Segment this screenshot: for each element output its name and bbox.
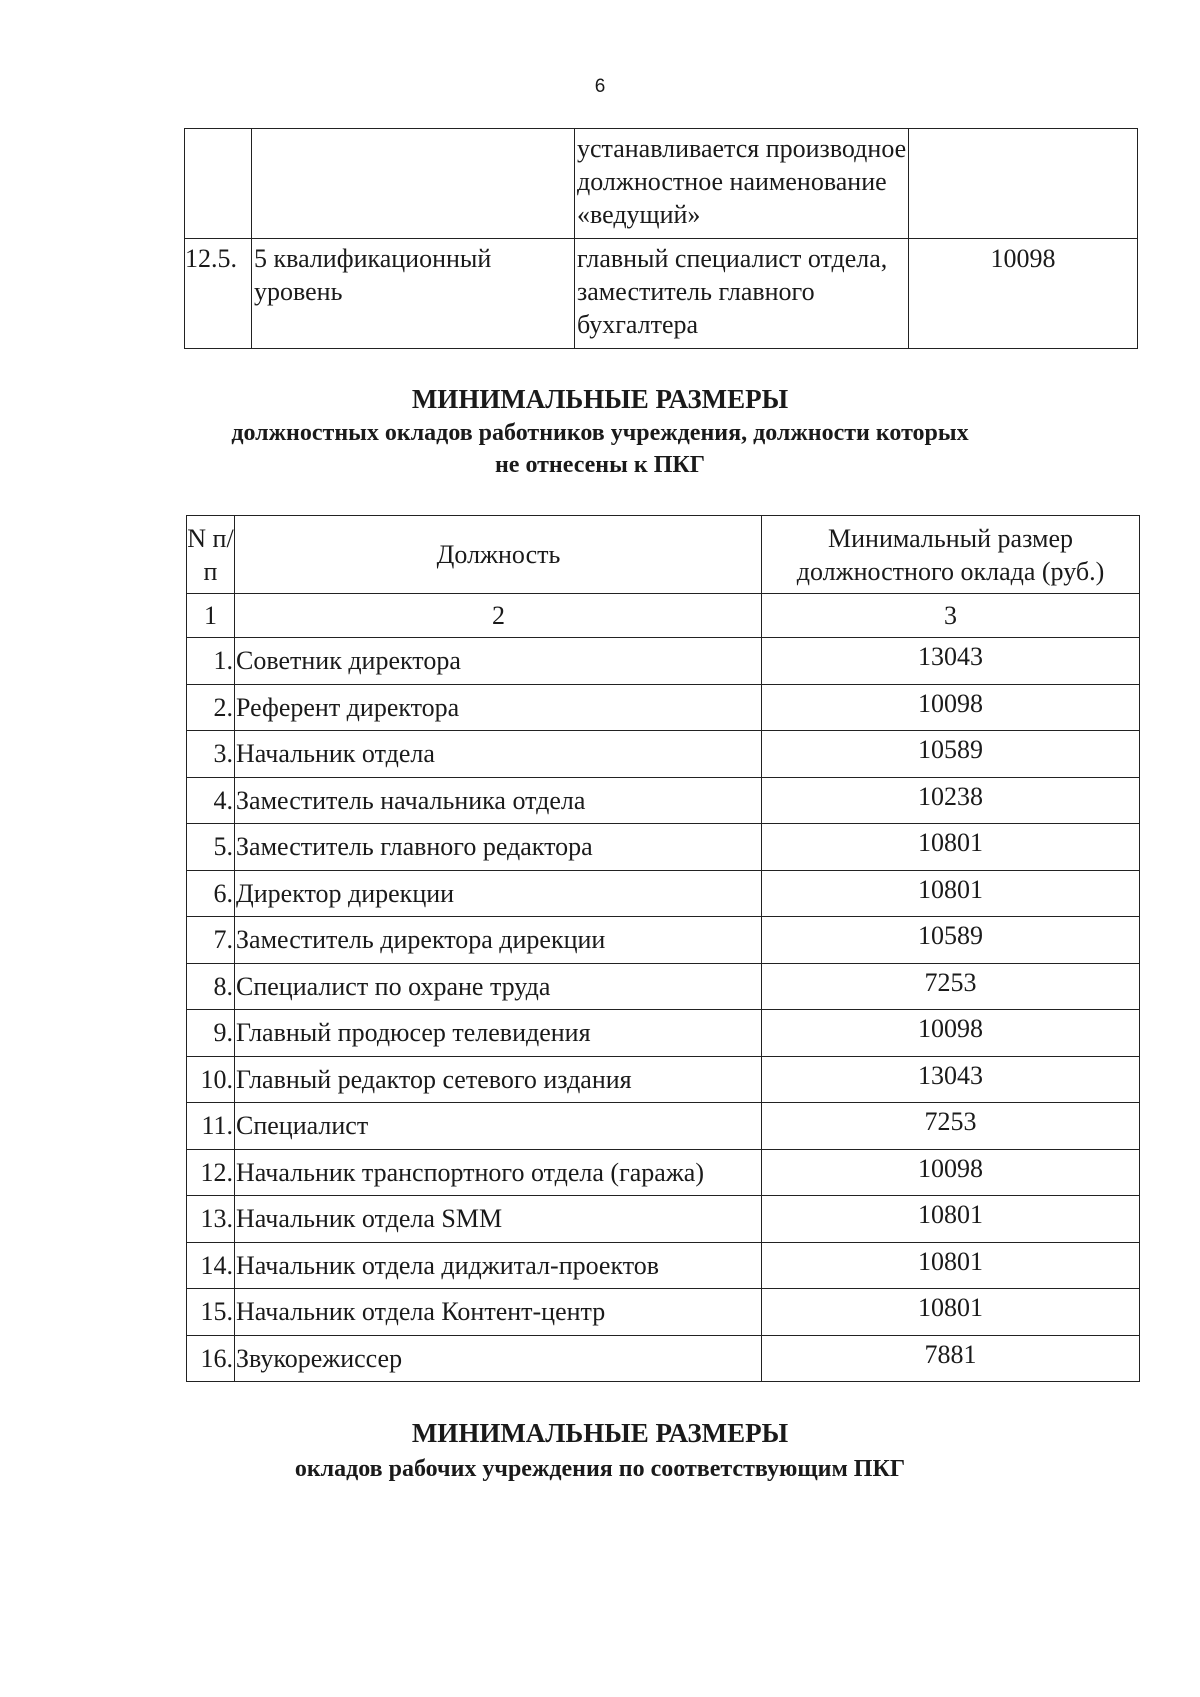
position-cell: Референт директора bbox=[235, 684, 762, 731]
row-number-cell: 16. bbox=[187, 1335, 235, 1382]
table-row bbox=[187, 731, 1140, 778]
table-row bbox=[187, 870, 1140, 917]
section1-subtitle-line1: должностных окладов работников учреждения, должности которых bbox=[231, 420, 969, 446]
row-number-cell: 11. bbox=[187, 1103, 235, 1150]
table-row bbox=[187, 1242, 1140, 1289]
position-cell: Директор дирекции bbox=[235, 870, 762, 917]
position-cell: Начальник отдела диджитал-проектов bbox=[235, 1242, 762, 1289]
salary-cell: 10801 bbox=[762, 1289, 1140, 1336]
row-number-cell bbox=[185, 129, 252, 239]
qualification-table-continuation bbox=[184, 128, 1138, 349]
salary-cell: 10098 bbox=[762, 1010, 1140, 1057]
position-cell: Начальник отдела Контент-центр bbox=[235, 1289, 762, 1336]
position-cell: Главный продюсер телевидения bbox=[235, 1010, 762, 1057]
table-row bbox=[185, 129, 1138, 239]
table-row bbox=[187, 1149, 1140, 1196]
positions-rows bbox=[187, 638, 1140, 1382]
row-number-cell: 7. bbox=[187, 917, 235, 964]
section2-subtitle: окладов рабочих учреждения по соответствующим ПКГ bbox=[294, 1456, 906, 1482]
table-row bbox=[187, 1196, 1140, 1243]
positions-salary-table bbox=[186, 515, 1140, 1382]
header-position: Должность bbox=[235, 516, 762, 594]
table-row bbox=[185, 239, 1138, 349]
row-number-cell: 1. bbox=[187, 638, 235, 685]
position-cell: Специалист по охране труда bbox=[235, 963, 762, 1010]
table-row bbox=[187, 824, 1140, 871]
column-index-row bbox=[187, 594, 1140, 638]
row-number-cell: 6. bbox=[187, 870, 235, 917]
row-number-cell: 15. bbox=[187, 1289, 235, 1336]
header-number: N п/п bbox=[187, 516, 235, 594]
position-cell: Начальник транспортного отдела (гаража) bbox=[235, 1149, 762, 1196]
table-header-row bbox=[187, 516, 1140, 594]
salary-cell: 7881 bbox=[762, 1335, 1140, 1382]
column-index-3: 3 bbox=[762, 594, 1140, 638]
row-number-cell: 2. bbox=[187, 684, 235, 731]
column-index-2: 2 bbox=[235, 594, 762, 638]
salary-cell: 10801 bbox=[762, 824, 1140, 871]
row-number-cell: 4. bbox=[187, 777, 235, 824]
position-cell: Заместитель директора дирекции bbox=[235, 917, 762, 964]
position-cell: Заместитель главного редактора bbox=[235, 824, 762, 871]
page-number: 6 bbox=[594, 76, 606, 97]
section1-title: МИНИМАЛЬНЫЕ РАЗМЕРЫ bbox=[411, 384, 789, 414]
position-cell: Начальник отдела SMM bbox=[235, 1196, 762, 1243]
table-row bbox=[187, 1056, 1140, 1103]
salary-cell: 10098 bbox=[909, 239, 1138, 349]
header-salary: Минимальный размер должностного оклада (руб.) bbox=[762, 516, 1140, 594]
row-number-cell: 9. bbox=[187, 1010, 235, 1057]
table-row bbox=[187, 1010, 1140, 1057]
salary-cell: 7253 bbox=[762, 1103, 1140, 1150]
table-row bbox=[187, 638, 1140, 685]
salary-cell: 7253 bbox=[762, 963, 1140, 1010]
salary-cell: 13043 bbox=[762, 638, 1140, 685]
row-number-cell: 12.5. bbox=[185, 239, 252, 349]
position-cell: Главный редактор сетевого издания bbox=[235, 1056, 762, 1103]
salary-cell bbox=[909, 129, 1138, 239]
row-number-cell: 8. bbox=[187, 963, 235, 1010]
section2-title: МИНИМАЛЬНЫЕ РАЗМЕРЫ bbox=[411, 1418, 789, 1448]
row-number-cell: 12. bbox=[187, 1149, 235, 1196]
salary-cell: 10801 bbox=[762, 1242, 1140, 1289]
salary-cell: 13043 bbox=[762, 1056, 1140, 1103]
table-row bbox=[187, 1289, 1140, 1336]
table-row bbox=[187, 1335, 1140, 1382]
row-number-cell: 14. bbox=[187, 1242, 235, 1289]
row-number-cell: 5. bbox=[187, 824, 235, 871]
table-row bbox=[187, 963, 1140, 1010]
table-row bbox=[187, 1103, 1140, 1150]
salary-cell: 10238 bbox=[762, 777, 1140, 824]
position-cell: Специалист bbox=[235, 1103, 762, 1150]
salary-cell: 10098 bbox=[762, 1149, 1140, 1196]
position-cell: Советник директора bbox=[235, 638, 762, 685]
salary-cell: 10801 bbox=[762, 870, 1140, 917]
position-title-cell: устанавливается производное должностное наименование «ведущий» bbox=[575, 129, 909, 239]
row-number-cell: 10. bbox=[187, 1056, 235, 1103]
table-row bbox=[187, 917, 1140, 964]
qualification-level-cell: 5 квалификационный уровень bbox=[252, 239, 575, 349]
position-title-cell: главный специалист отдела, заместитель главного бухгалтера bbox=[575, 239, 909, 349]
salary-cell: 10589 bbox=[762, 917, 1140, 964]
row-number-cell: 3. bbox=[187, 731, 235, 778]
salary-cell: 10098 bbox=[762, 684, 1140, 731]
position-cell: Начальник отдела bbox=[235, 731, 762, 778]
column-index-1: 1 bbox=[187, 594, 235, 638]
qualification-level-cell bbox=[252, 129, 575, 239]
position-cell: Заместитель начальника отдела bbox=[235, 777, 762, 824]
position-cell: Звукорежиссер bbox=[235, 1335, 762, 1382]
table-row bbox=[187, 684, 1140, 731]
table-row bbox=[187, 777, 1140, 824]
salary-cell: 10589 bbox=[762, 731, 1140, 778]
section1-subtitle-line2: не отнесены к ПКГ bbox=[494, 452, 706, 478]
row-number-cell: 13. bbox=[187, 1196, 235, 1243]
salary-cell: 10801 bbox=[762, 1196, 1140, 1243]
